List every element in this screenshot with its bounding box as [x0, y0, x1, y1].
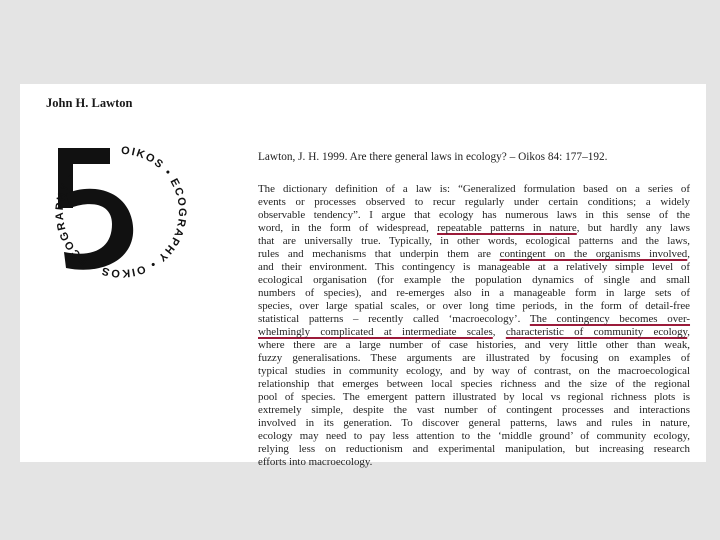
- abstract-text: observable tendency”. I argue that ecology has numerous laws in this sense of the: [258, 209, 690, 221]
- abstract-line: [258, 183, 690, 196]
- abstract-line: [258, 313, 690, 326]
- abstract-line: [258, 365, 690, 378]
- abstract-line: [258, 326, 690, 339]
- abstract-line: [258, 456, 690, 469]
- abstract-text: statistical patterns – recently called ‘macroecology’.: [258, 313, 530, 325]
- abstract-line: [258, 261, 690, 274]
- oikos-ecography-50-logo: [46, 136, 206, 286]
- abstract-text: where there are a large number of case histories, and very little other than weak,: [258, 339, 690, 351]
- logo-ring-text: OIKOS • ECOGRAPHY • OIKOS • ECOGRAPHY •: [53, 144, 189, 280]
- abstract-line: [258, 378, 690, 391]
- abstract-line: [258, 300, 690, 313]
- abstract-text: that are universally true. Typically, in other words, ecological patterns and the laws,: [258, 235, 690, 247]
- abstract-text: rules and mechanisms that underpin them are: [258, 248, 500, 260]
- abstract-text: and their environment. This contingency is manageable at a relatively simple level of: [258, 261, 690, 273]
- abstract-line: [258, 339, 690, 352]
- abstract-line: [258, 209, 690, 222]
- abstract-text: efforts into macroecology.: [258, 456, 373, 468]
- abstract-text: ,: [492, 326, 506, 338]
- abstract-line: [258, 248, 690, 261]
- highlighted-phrase: characteristic of community ecology: [505, 326, 688, 338]
- abstract-line: [258, 443, 690, 456]
- abstract-text: involved in its generation. To discover general patterns, laws and rules in nature,: [258, 417, 690, 429]
- abstract-line: [258, 430, 690, 443]
- abstract-line: [258, 352, 690, 365]
- abstract-text: ecology may need to pay less attention to the ‘middle ground’ of community ecology,: [258, 430, 690, 442]
- highlighted-phrase: contingent on the organisms involved: [499, 248, 688, 260]
- abstract-line: [258, 417, 690, 430]
- abstract-text: ,: [687, 248, 690, 260]
- highlighted-phrase: repeatable patterns in nature: [437, 222, 577, 234]
- abstract-text: word, in the form of widespread,: [258, 222, 438, 234]
- author-name: John H. Lawton: [46, 96, 133, 110]
- abstract-line: [258, 287, 690, 300]
- abstract-line: [258, 274, 690, 287]
- abstract-line: [258, 196, 690, 209]
- abstract-text: ecological organisation (for example the population dynamics of single and small: [258, 274, 690, 286]
- abstract-text: relying less on reductionism and experimental manipulation, but increasing research: [258, 443, 690, 455]
- abstract-line: [258, 404, 690, 417]
- citation: Lawton, J. H. 1999. Are there general laws in ecology? – Oikos 84: 177–192.: [258, 151, 608, 163]
- journal-page: [20, 84, 706, 468]
- abstract-line: [258, 235, 690, 248]
- abstract: [258, 183, 690, 469]
- abstract-text: relationship that emerges between local species richness and the size of the regional: [258, 378, 690, 390]
- abstract-line: [258, 391, 690, 404]
- abstract-text: species, over large spatial scales, or over long time periods, in the form of detail-free: [258, 300, 690, 312]
- abstract-text: events or processes observed to recur regularly under certain conditions; a widely: [258, 196, 690, 208]
- abstract-text: ,: [687, 326, 690, 338]
- numeral-five-mark: [58, 148, 133, 270]
- highlighted-phrase: The contingency becomes over-: [529, 313, 691, 325]
- abstract-text: The dictionary definition of a law is: “Generalized formulation based on a series of: [258, 183, 690, 195]
- abstract-line: [258, 222, 690, 235]
- abstract-text: fuzzy generalisations. These arguments are illustrated by focusing on examples of: [258, 352, 690, 364]
- abstract-text: typical studies in community ecology, and by way of contrast, on the macroecological: [258, 365, 690, 377]
- abstract-text: , but hardly any laws: [576, 222, 690, 234]
- abstract-text: numbers of species), and re-emerges also in a manageable form in large sets of: [258, 287, 690, 299]
- abstract-text: pool of species. The emergent pattern illustrated by local vs regional richness plots is: [258, 391, 690, 403]
- abstract-text: extremely simple, despite the vast number of contingent processes and interactions: [258, 404, 690, 416]
- highlighted-phrase: whelmingly complicated at intermediate scales: [258, 326, 493, 338]
